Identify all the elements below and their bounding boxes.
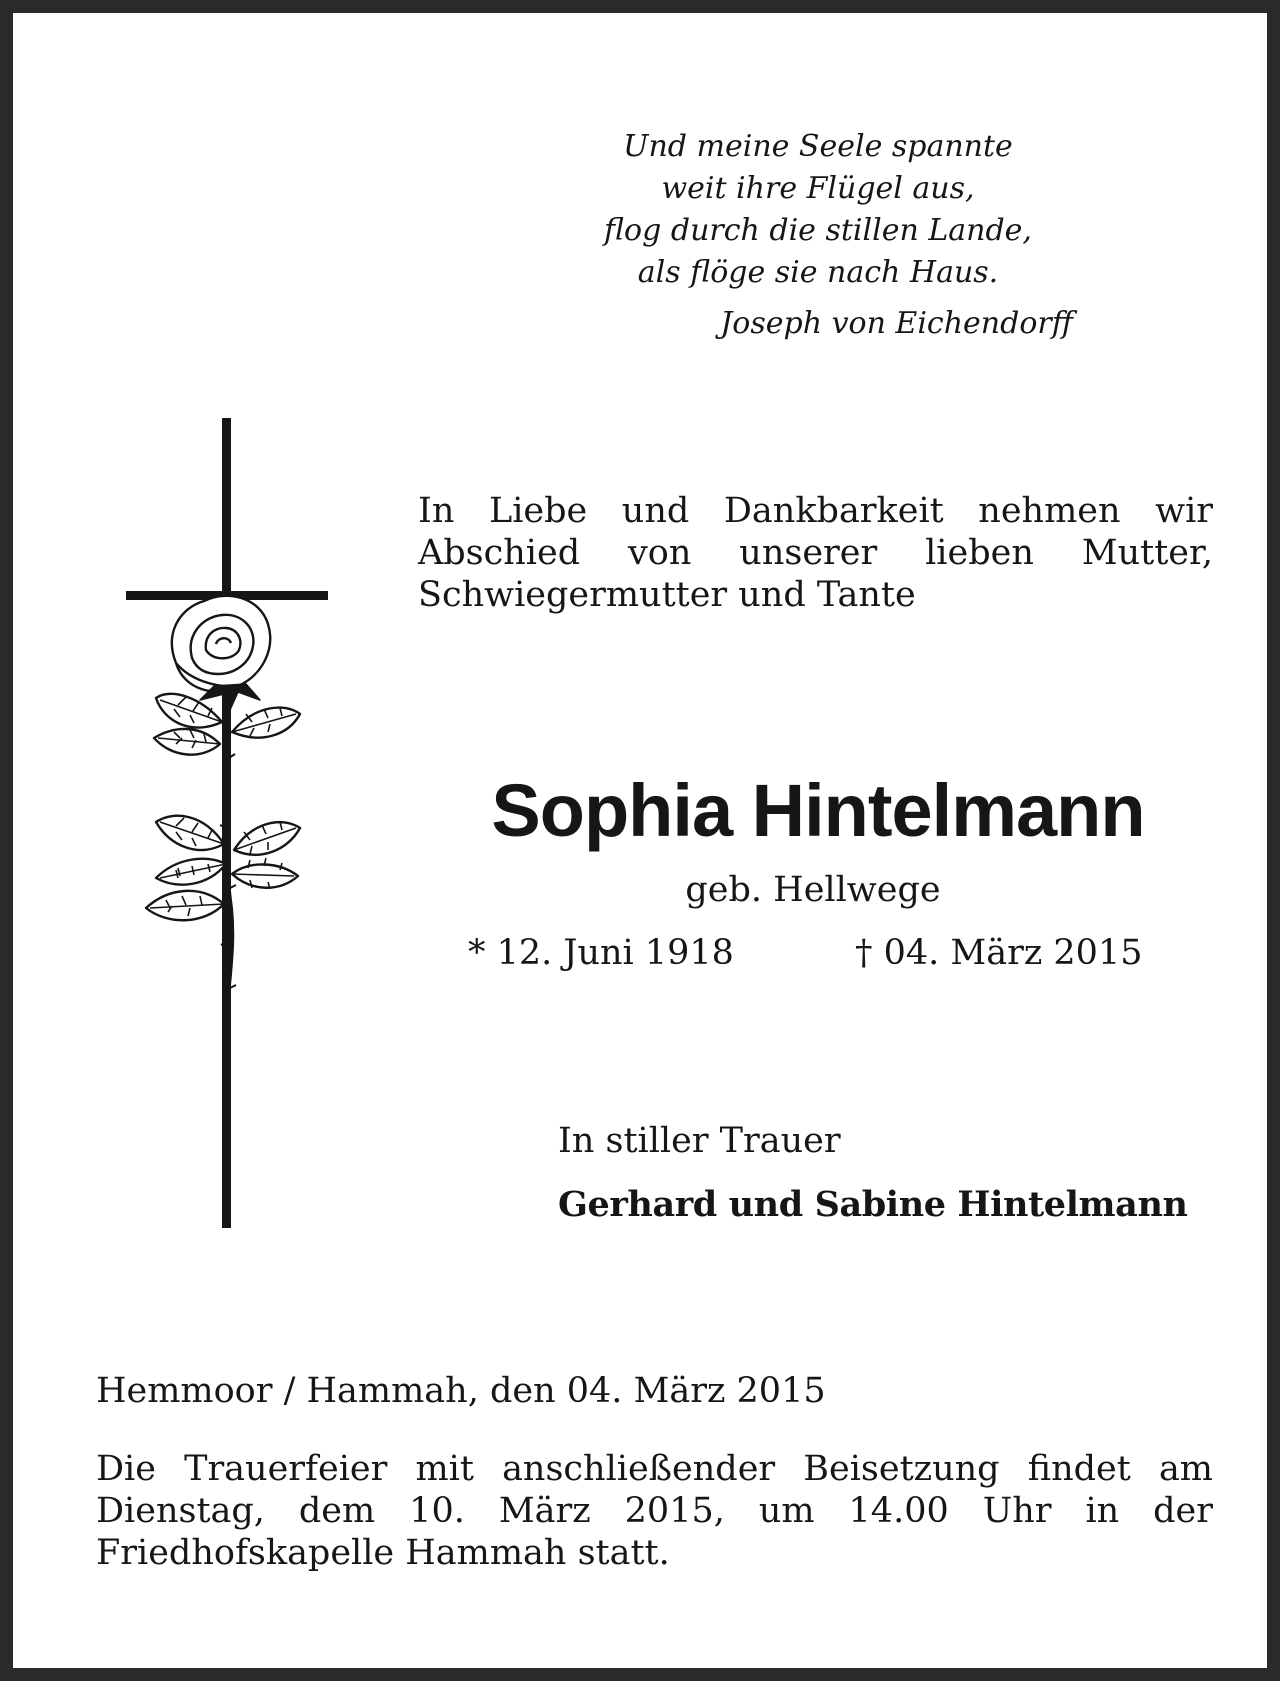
poem-line: weit ihre Flügel aus, xyxy=(661,171,975,206)
place-and-date: Hemmoor / Hammah, den 04. März 2015 xyxy=(96,1371,826,1411)
poem-author: Joseph von Eichendorff xyxy=(720,306,1073,341)
deceased-name: Sophia Hintelmann xyxy=(491,769,1145,852)
poem-line: als flöge sie nach Haus. xyxy=(637,255,999,290)
poem-line: Und meine Seele spannte xyxy=(623,129,1013,164)
mourners-names: Gerhard und Sabine Hintelmann xyxy=(558,1184,1188,1225)
birth-date: * 12. Juni 1918 xyxy=(468,933,734,973)
mourning-label: In stiller Trauer xyxy=(558,1121,841,1161)
intro-text: In Liebe und Dankbarkeit nehmen wir Abschied von unserer lieben Mutter, Schwiegermutter und Tante xyxy=(418,491,1213,615)
cross-with-rose xyxy=(118,418,348,1228)
death-date: † 04. März 2015 xyxy=(855,933,1143,973)
funeral-notice: Die Trauerfeier mit anschließender Beisetzung findet am Dienstag, dem 10. März 2015, um 14.00 Uhr in der Friedhofskapelle Hammah statt. xyxy=(96,1449,1213,1573)
poem-quote xyxy=(513,126,1123,294)
maiden-name: geb. Hellwege xyxy=(685,870,941,910)
poem-line: flog durch die stillen Lande, xyxy=(604,213,1032,248)
